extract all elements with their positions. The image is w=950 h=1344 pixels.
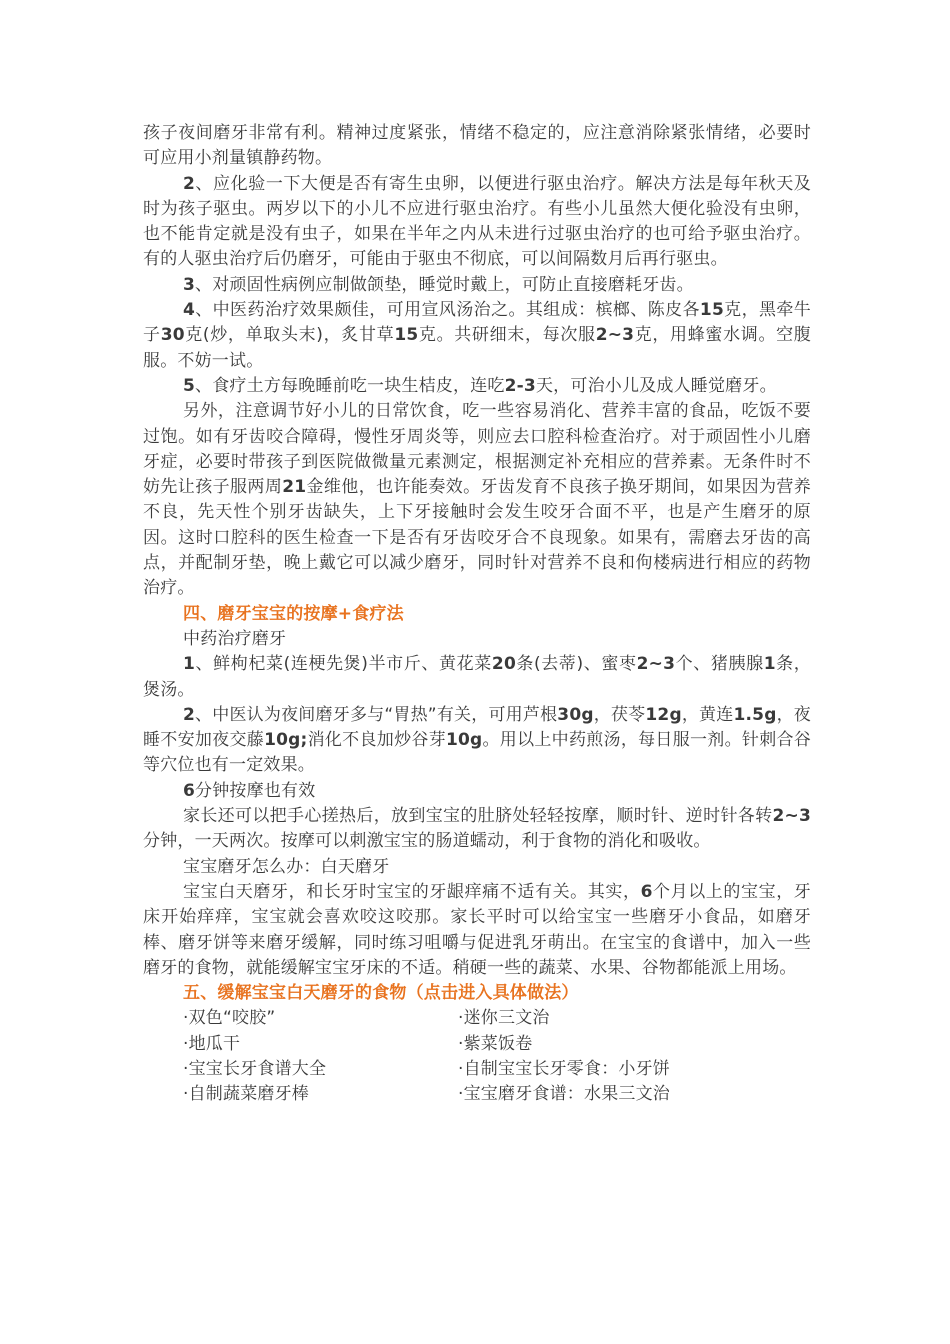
recipe-link-list [143, 1006, 811, 1107]
section-heading-4: 四、磨牙宝宝的按摩+食疗法 [183, 603, 404, 624]
recipe-link[interactable]: ·双色“咬胶” [183, 1008, 276, 1029]
recipe-link[interactable]: ·宝宝长牙食谱大全 [183, 1058, 327, 1079]
paragraph-massage: 家长还可以把手心搓热后，放到宝宝的肚脐处轻轻按摩，顺时针、逆时针各转2~3分钟，一天两次。按摩可以刺激宝宝的肠道蠕动，利于食物的消化和吸收。 [143, 806, 811, 852]
paragraph-herbal-2: 2、中医认为夜间磨牙多与“胃热”有关，可用芦根30g，茯苓12g，黄连1.5g，夜睡不安加夜交藤10g;消化不良加炒谷芽10g。用以上中药煎汤，每日服一剂。针刺合谷等穴位也有一定效果。 [143, 704, 812, 776]
paragraph-item-3: 3、对顽固性病例应制做颌垫，睡觉时戴上，可防止直接磨耗牙齿。 [183, 274, 694, 295]
paragraph-herbal-1: 1、鲜枸杞菜(连梗先煲)半市斤、黄花菜20条(去蒂)、蜜枣2~3个、猪胰腺1条，煲汤。 [143, 654, 811, 700]
recipe-link[interactable]: ·紫菜饭卷 [458, 1033, 533, 1054]
paragraph-item-5: 5、食疗土方每晚睡前吃一块生桔皮，连吃2-3天，可治小儿及成人睡觉磨牙。 [183, 375, 777, 396]
subheading-massage: 6分钟按摩也有效 [183, 780, 316, 801]
recipe-link[interactable]: ·迷你三文治 [458, 1008, 550, 1029]
section-heading-5: 五、缓解宝宝白天磨牙的食物（点击进入具体做法） [183, 983, 579, 1004]
document-body [143, 121, 811, 1108]
recipe-link[interactable]: ·宝宝磨牙食谱：水果三文治 [458, 1084, 671, 1105]
subheading-daytime: 宝宝磨牙怎么办：白天磨牙 [183, 856, 390, 877]
recipe-link[interactable]: ·地瓜干 [183, 1033, 241, 1054]
recipe-link[interactable]: ·自制宝宝长牙零食：小牙饼 [458, 1058, 671, 1079]
paragraph-intro: 孩子夜间磨牙非常有利。精神过度紧张，情绪不稳定的，应注意消除紧张情绪，必要时可应用小剂量镇静药物。 [143, 123, 811, 169]
paragraph-additional: 另外，注意调节好小儿的日常饮食，吃一些容易消化、营养丰富的食品，吃饭不要过饱。如有牙齿咬合障碍，慢性牙周炎等，则应去口腔科检查治疗。对于顽固性小儿磨牙症，必要时带孩子到医院做微量元素测定，根据测定补充相应的营养素。无条件时不妨先让孩子服两周21金维他，也许能奏效。牙齿发育不良孩子换牙期间，如果因为营养不良，先天性个别牙齿缺失，上下牙接触时会发生咬牙合面不平，也是产生磨牙的原因。这时口腔科的医生检查一下是否有牙齿咬牙合不良现象。如果有，需磨去牙齿的高点，并配制牙垫，晚上戴它可以减少磨牙，同时针对营养不良和佝楼病进行相应的药物治疗。 [143, 401, 811, 599]
paragraph-item-2: 2、应化验一下大便是否有寄生虫卵，以便进行驱虫治疗。解决方法是每年秋天及时为孩子驱虫。两岁以下的小儿不应进行驱虫治疗。有些小儿虽然大便化验没有虫卵，也不能肯定就是没有虫子，如果在半年之内从未进行过驱虫治疗的也可给予驱虫治疗。有的人驱虫治疗后仍磨牙，可能由于驱虫不彻底，可以间隔数月后再行驱虫。 [143, 173, 811, 270]
paragraph-item-4: 4、中医药治疗效果颇佳，可用宣风汤治之。其组成：槟榔、陈皮各15克，黑牵牛子30克(炒，单取头末)，炙甘草15克。共研细末，每次服2~3克，用蜂蜜水调。空腹服。不妨一试。 [143, 300, 812, 371]
recipe-link[interactable]: ·自制蔬菜磨牙棒 [183, 1084, 310, 1105]
subheading-herbal: 中药治疗磨牙 [183, 628, 287, 649]
paragraph-daytime: 宝宝白天磨牙，和长牙时宝宝的牙龈痒痛不适有关。其实，6个月以上的宝宝，牙床开始痒痒，宝宝就会喜欢咬这咬那。家长平时可以给宝宝一些磨牙小食品，如磨牙棒、磨牙饼等来磨牙缓解，同时练习咀嚼与促进乳牙萌出。在宝宝的食谱中，加入一些磨牙的食物，就能缓解宝宝牙床的不适。稍硬一些的蔬菜、水果、谷物都能派上用场。 [143, 881, 811, 978]
